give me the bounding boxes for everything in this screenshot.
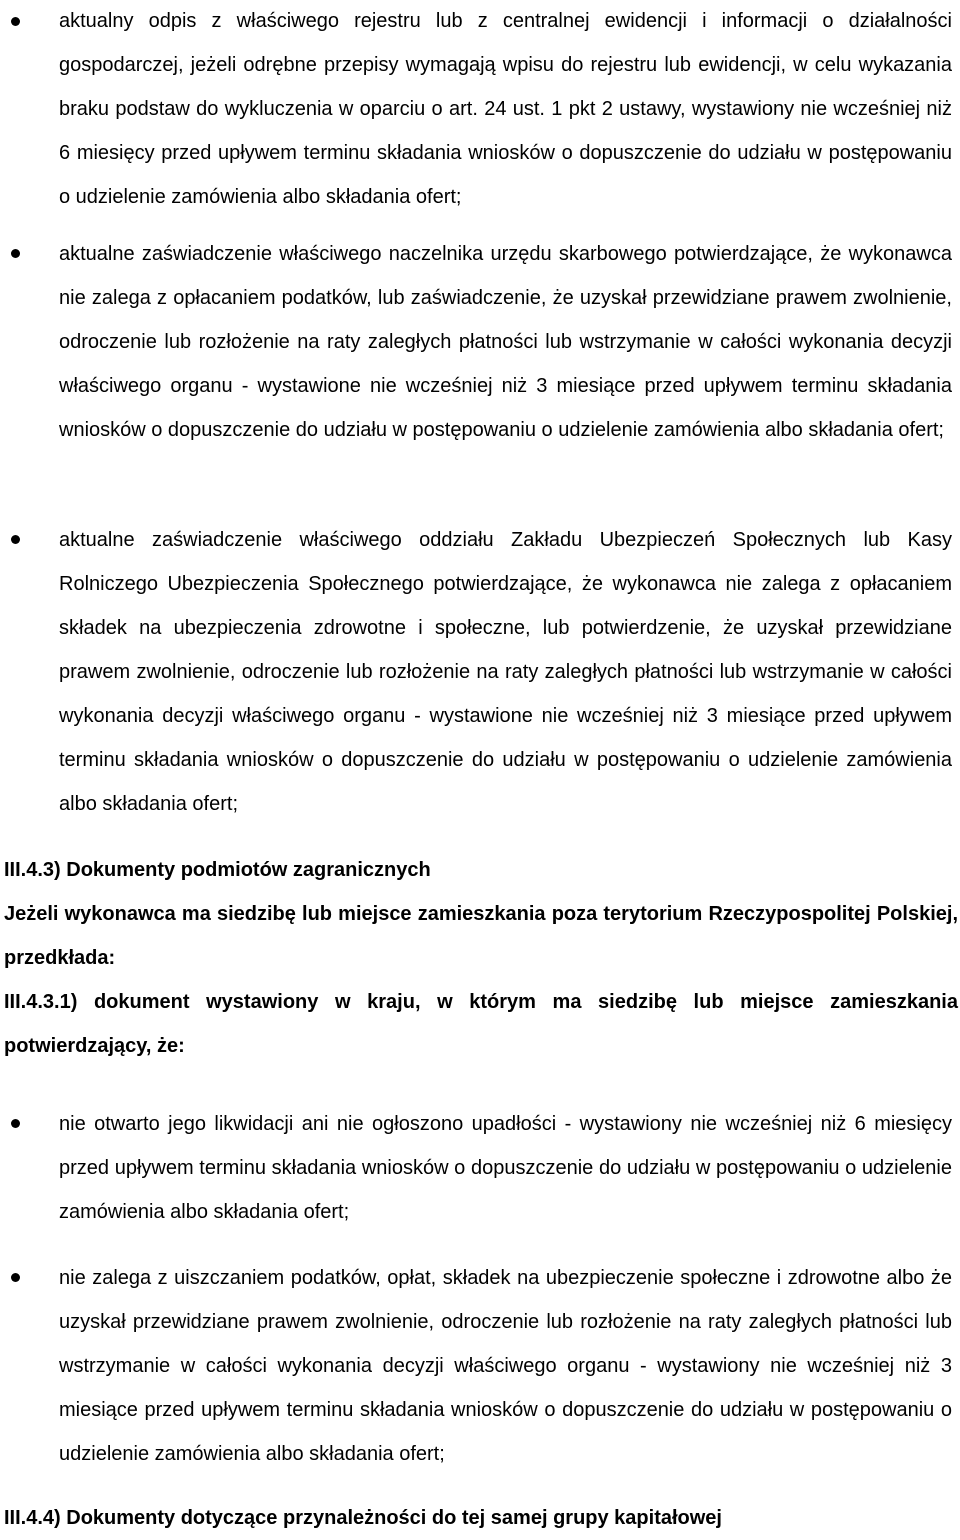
- list-item-text: aktualne zaświadczenie właściwego naczelnika urzędu skarbowego potwierdzające, że wykonawca nie zalega z opłacaniem podatków, lub zaświadczenie, że uzyskał przewidziane prawem zwolnienie, odroczenie lub rozłożenie na raty zaległych płatności lub wstrzymanie w całości wykonania decyzji właściwego organu - wystawione nie wcześniej niż 3 miesiące przed upływem terminu składania wniosków o dopuszczenie do udziału w postępowaniu o udzielenie zamówienia albo składania ofert;: [59, 243, 952, 441]
- bullet-icon: [11, 1273, 20, 1282]
- list-item-text: aktualne zaświadczenie właściwego oddziału Zakładu Ubezpieczeń Społecznych lub Kasy Rolniczego Ubezpieczenia Społecznego potwierdzające, że wykonawca nie zalega z opłacaniem składek na ubezpieczenia zdrowotne i społeczne, lub potwierdzenie, że uzyskał przewidziane prawem zwolnienie, odroczenie lub rozłożenie na raty zaległych płatności lub wstrzymanie w całości wykonania decyzji właściwego organu - wystawione nie wcześniej niż 3 miesiące przed upływem terminu składania wniosków o dopuszczenie do udziału w postępowaniu o udzielenie zamówienia albo składania ofert;: [59, 529, 952, 815]
- section-heading: Jeżeli wykonawca ma siedzibę lub miejsce zamieszkania poza terytorium Rzeczypospolitej Polskiej, przedkłada:: [4, 903, 958, 969]
- section-heading: III.4.4) Dokumenty dotyczące przynależności do tej samej grupy kapitałowej: [4, 1507, 722, 1529]
- section-heading: III.4.3) Dokumenty podmiotów zagranicznych: [4, 859, 431, 881]
- bullet-icon: [11, 535, 20, 544]
- list-item-text: aktualny odpis z właściwego rejestru lub z centralnej ewidencji i informacji o działalności gospodarczej, jeżeli odrębne przepisy wymagają wpisu do rejestru lub ewidencji, w celu wykazania braku podstaw do wykluczenia w oparciu o art. 24 ust. 1 pkt 2 ustawy, wystawiony nie wcześniej niż 6 miesięcy przed upływem terminu składania wniosków o dopuszczenie do udziału w postępowaniu o udzielenie zamówienia albo składania ofert;: [59, 10, 952, 208]
- bullet-icon: [11, 249, 20, 258]
- list-item-text: nie otwarto jego likwidacji ani nie ogłoszono upadłości - wystawiony nie wcześniej niż 6 miesięcy przed upływem terminu składania wniosków o dopuszczenie do udziału w postępowaniu o udzielenie zamówienia albo składania ofert;: [59, 1113, 952, 1223]
- bullet-icon: [11, 1119, 20, 1128]
- section-heading: III.4.3.1) dokument wystawiony w kraju, w którym ma siedzibę lub miejsce zamieszkania potwierdzający, że:: [4, 991, 958, 1057]
- list-item-text: nie zalega z uiszczaniem podatków, opłat, składek na ubezpieczenie społeczne i zdrowotne albo że uzyskał przewidziane prawem zwolnienie, odroczenie lub rozłożenie na raty zaległych płatności lub wstrzymanie w całości wykonania decyzji właściwego organu - wystawiony nie wcześniej niż 3 miesiące przed upływem terminu składania wniosków o dopuszczenie do udziału w postępowaniu o udzielenie zamówienia albo składania ofert;: [59, 1267, 952, 1465]
- bullet-icon: [11, 17, 20, 26]
